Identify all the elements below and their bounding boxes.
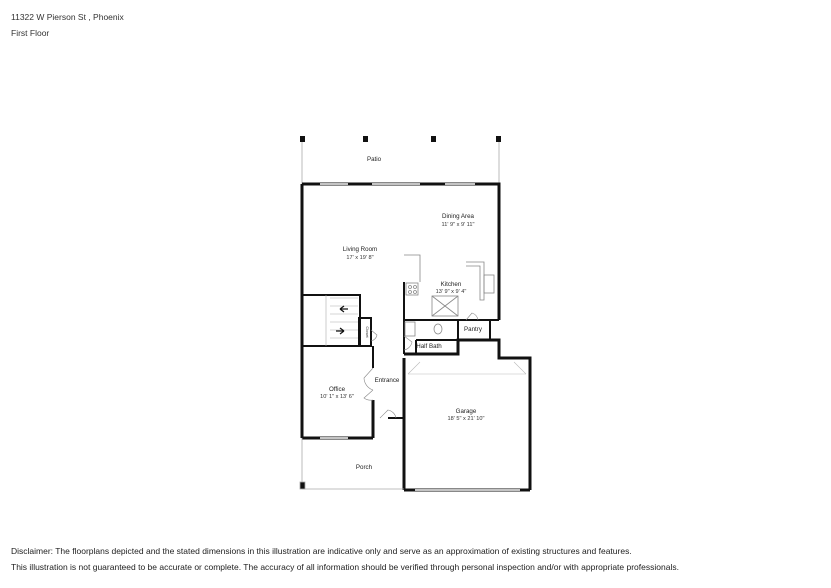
closet-label: Closet <box>365 326 370 338</box>
patio-label: Patio <box>366 156 382 163</box>
property-address: 11322 W Pierson St , Phoenix <box>11 12 124 22</box>
office-dims: 10' 1" x 13' 6" <box>320 394 354 400</box>
disclaimer-line-2: This illustration is not guaranteed to be accurate or complete. The accuracy of all information should be verified through personal inspection and/or with appropriate professionals. <box>11 562 679 572</box>
stairs <box>326 295 358 346</box>
living-room-dims: 17' x 19' 8" <box>346 255 374 261</box>
door-swings <box>364 313 478 418</box>
patio-outline <box>300 136 501 184</box>
half-bath-label: Half Bath <box>416 343 442 350</box>
exterior-walls <box>302 184 530 490</box>
disclaimer-line-1: Disclaimer: The floorplans depicted and the stated dimensions in this illustration are indicative only and serve as an approximation of existing structures and features. <box>11 546 632 556</box>
porch-outline <box>300 438 404 489</box>
room-labels <box>320 156 484 471</box>
porch-label: Porch <box>355 464 373 471</box>
floor-label: First Floor <box>11 28 50 38</box>
garage-dims: 18' 5" x 21' 10" <box>447 416 485 422</box>
living-room-label: Living Room <box>342 246 378 253</box>
dining-area-label: Dining Area <box>442 213 474 220</box>
stair-arrow-up-icon <box>340 306 348 312</box>
garage-label: Garage <box>455 408 477 415</box>
pantry-label: Pantry <box>464 326 482 333</box>
kitchen-label: Kitchen <box>440 281 462 288</box>
dining-area-dims: 11' 9" x 9' 11" <box>441 222 475 228</box>
kitchen-counters <box>404 255 494 336</box>
garage-lines <box>408 362 526 374</box>
entrance-label: Entrance <box>374 377 400 384</box>
stair-arrow-down-icon <box>336 328 344 334</box>
kitchen-dims: 13' 9" x 9' 4" <box>435 289 467 295</box>
office-label: Office <box>328 386 346 393</box>
